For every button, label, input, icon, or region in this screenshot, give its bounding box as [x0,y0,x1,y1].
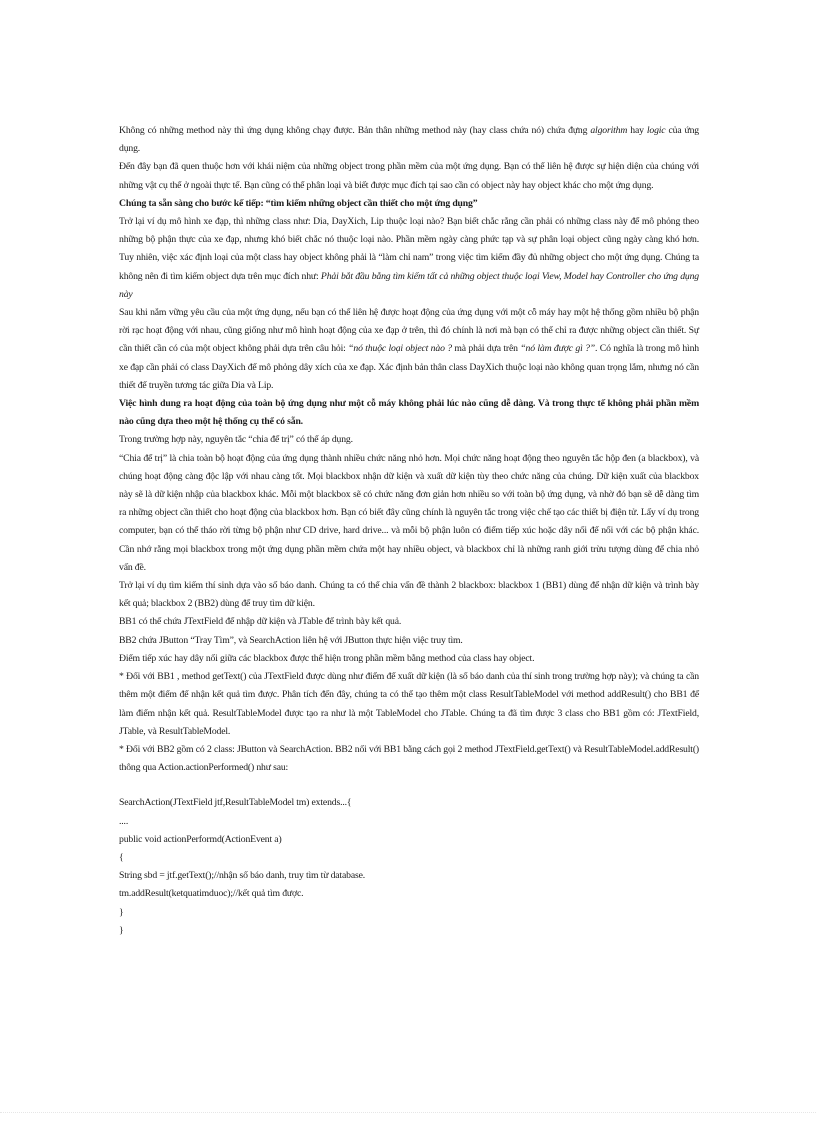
paragraph-object-familiarity [119,158,699,194]
text-run: của ứng dụng. [119,125,699,155]
code-line: SearchAction(JTextField jtf,ResultTableModel tm) extends...{ [119,797,352,809]
text-run: . Có nghĩa là trong mô hình xe đạp cần phải có class DayXich để mô phỏng dây xích của xe đạp. Xác định bản thân class DayXich thuộc loại nào không quan trọng lắm, nhưng nó cần thiết để truyền tương tác giữa Dia và Lip. [119,343,699,391]
text-run: hay [627,125,647,136]
paragraph-methods-intro [119,122,699,158]
paragraph-divide-conquer-detail [119,450,699,577]
text-run: Không có những method này thì ứng dụng không chạy được. Bản thân những method này (hay class chứa nó) chứa đựng [119,125,591,136]
spacer [119,777,699,794]
text-run: Trở lại ví dụ tìm kiếm thí sinh dựa vào số báo danh. Chúng ta có thể chia vấn đề thành 2 blackbox: blackbox 1 (BB1) dùng để nhận dữ kiện và trình bày kết quả; blackbox 2 (BB2) dùng để truy tìm dữ kiện. [119,580,699,610]
text-run: Trở lại ví dụ mô hình xe đạp, thì những class như: Dia, DayXich, Lip thuộc loại nào? Bạn biết chắc rằng cần phải có những class này để mô phỏng theo những bộ phận thực của xe đạp, nhưng khó biết chắc nó thuộc loại nào. Phần mềm ngày càng phức tạp và sự phân loại object cũng ngày càng khó hơn. Tuy nhiên, việc xác định loại của một class hay object không phải là “làm chỉ nam” trong việc tìm kiếm đầy đủ những object cho một ứng dụng. Chúng ta không nên đi tìm kiếm object dựa trên mục đích như: [119,216,699,282]
paragraph-heading-find-objects [119,195,699,213]
italic-text: Phải bắt đầu bằng tìm kiếm tất cả những object thuộc loại View, Model hay Controller cho ứng dụng này [119,270,699,300]
page-bottom-rule [0,1112,816,1113]
paragraph-contact-points [119,650,699,668]
code-line: { [119,851,124,863]
paragraph-search-example [119,577,699,613]
paragraph-bb1-detail [119,668,699,741]
italic-text: “nó thuộc loại object nào ? [348,343,452,355]
text-run: Sau khi nắm vững yêu cầu của một ứng dụng, nếu bạn có thể liên hệ được hoạt động của ứng dụng với một cỗ máy hay một hệ thống gồm nhiều bộ phận rời rạc hoạt động với nhau, cũng giống như mô hình hoạt động của xe đạp ở trên, thì đó chính là nơi mà bạn có thể chỉ ra được những object cần thiết. Sự cần thiết cần có của một object không phải dựa trên câu hỏi: [119,307,699,355]
italic-text: “nó làm được gì ?” [520,343,596,355]
document-body [119,122,699,940]
paragraph-divide-conquer-intro [119,431,699,449]
paragraph-bb2 [119,632,699,650]
code-line: .... [119,815,129,827]
text-run: Điểm tiếp xúc hay dây nối giữa các blackbox được thể hiện trong phần mềm bằng method của class hay object. [119,652,535,664]
text-run: mà phải dựa trên [451,343,521,355]
code-line: } [119,924,124,936]
text-run: Đến đây bạn đã quen thuộc hơn với khái niệm của những object trong phần mềm của một ứng dụng. Bạn có thể liên hệ được sự hiện diện của chúng với những vật cụ thể ở ngoài thực tế. Bạn cũng có thể phân loại và biết được mục đích tại sao cần có object này hay object khác cho một ứng dụng. [119,161,699,191]
code-line: } [119,906,124,918]
paragraph-machine-analogy [119,304,699,395]
code-block [119,794,699,940]
text-run: BB1 có thể chứa JTextField để nhập dữ kiện và JTable để trình bày kết quả. [119,616,402,628]
paragraph-emphasis-not-easy [119,395,699,431]
code-line: public void actionPerformd(ActionEvent a) [119,833,282,845]
italic-text: logic [646,125,666,136]
code-line: tm.addResult(ketquatimduoc);//kết quả tìm được. [119,888,304,900]
paragraph-bicycle-example [119,213,699,304]
text-run: Chúng ta sẵn sàng cho bước kế tiếp: “tìm kiếm những object cần thiết cho một ứng dụng” [119,197,478,209]
paragraph-bb1 [119,613,699,631]
text-run: Việc hình dung ra hoạt động của toàn bộ ứng dụng như một cỗ máy không phải lúc nào cũng dễ dàng. Và trong thực tế không phải phần mềm nào cũng dựa theo một hệ thống cụ thể có sẵn. [119,398,699,428]
paragraph-bb2-detail [119,741,699,777]
text-run: BB2 chứa JButton “Tray Tìm”, và SearchAction liên hệ với JButton thực hiện việc truy tìm. [119,634,463,646]
italic-text: algorithm [590,125,628,136]
text-run: Trong trường hợp này, nguyên tắc “chia để trị” có thể áp dụng. [119,434,353,446]
text-run: * Đối với BB2 gồm có 2 class: JButton và SearchAction. BB2 nối với BB1 bằng cách gọi 2 method JTextField.getText() và ResultTableModel.addResult() thông qua Action.actionPerformed() như sau: [119,743,699,774]
code-line: String sbd = jtf.getText();//nhận số báo danh, truy tìm từ database. [119,870,366,882]
text-run: “Chia để trị” là chia toàn bộ hoạt động của ứng dụng thành nhiều chức năng nhỏ hơn. Mọi chức năng hoạt động theo nguyên tắc hộp đen (a blackbox), và chúng hoạt động càng độc lập với nhau càng tốt. Mọi blackbox nhận dữ kiện và xuất dữ kiện tùy theo chức năng của chúng. Dữ kiện xuất của blackbox này sẽ là dữ kiện nhập của blackbox khác. Mỗi một blackbox sẽ có chức năng đơn giản hơn nhiều so với toàn bộ ứng dụng, và nhờ đó bạn sẽ dễ dàng tìm ra những object cần thiết cho hoạt động của blackbox hơn. Bạn có biết đây cũng chính là nguyên tắc trong việc chế tạo các thiết bị điện tử. Lấy ví dụ trong computer, bạn có thể tháo rời từng bộ phận như CD drive, hard drive... và mỗi bộ phận luôn có điểm tiếp xúc hoặc dây nối để nối với các bộ phận khác. Cần nhớ rằng mọi blackbox trong một ứng dụng phần mềm chứa một hay nhiều object, và blackbox chỉ là những ranh giới trừu tượng dùng để chia nhỏ vấn đề. [119,452,699,573]
text-run: * Đối với BB1 , method getText() của JTextField được dùng như điểm để xuất dữ kiện (là số báo danh của thí sinh trong trường hợp này); và chúng ta cần thêm một điểm để nhận kết quả tìm được. Phân tích đến đây, chúng ta có thể tạo thêm một class ResultTableModel với method addResult() cho BB1 để làm điểm nhận kết quả. ResultTableModel được tạo ra như là một TableModel cho JTable. Chúng ta đã tìm được 3 class cho BB1 gồm có: JTextField, JTable, và ResultTableModel. [119,671,699,737]
